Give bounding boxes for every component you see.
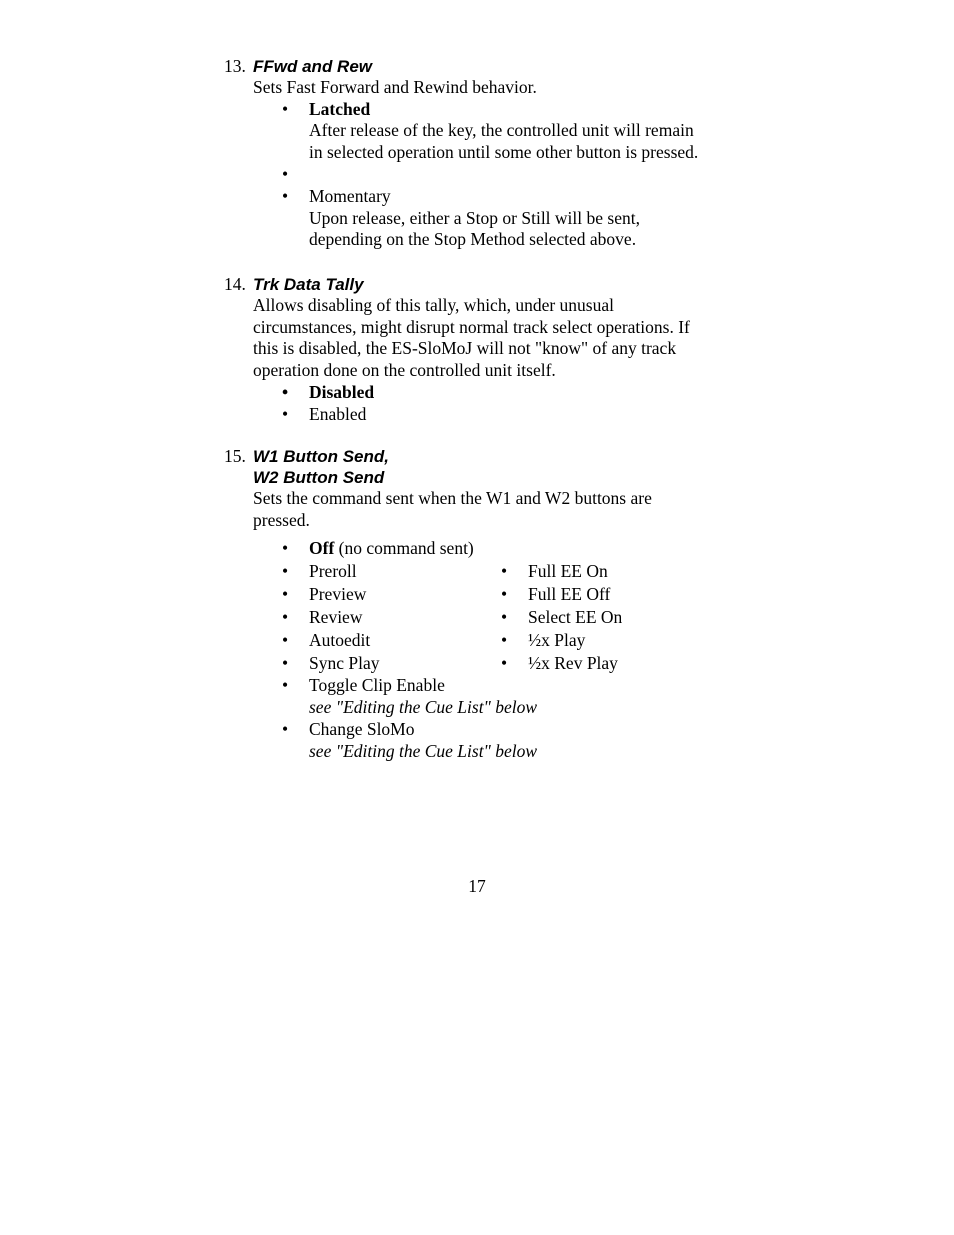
option-select-ee-on: • Select EE On bbox=[528, 606, 728, 629]
option-list bbox=[253, 382, 744, 425]
section-w-button-send bbox=[224, 446, 744, 762]
option-list bbox=[253, 99, 744, 251]
item-line: circumstances, might disrupt normal track select operations. If bbox=[253, 316, 690, 337]
option-text: Upon release, either a Stop or Still will be sent, bbox=[309, 207, 640, 228]
option-full-ee-off: • Full EE Off bbox=[528, 583, 728, 606]
option-text: After release of the key, the controlled unit will remain bbox=[309, 120, 694, 141]
option-label: • Change SloMo bbox=[309, 718, 415, 739]
option-text: in selected operation until some other button is pressed. bbox=[309, 142, 699, 163]
command-grid bbox=[309, 560, 744, 675]
item-title: Trk Data Tally bbox=[253, 275, 364, 294]
option-list bbox=[253, 675, 744, 762]
option-half-play: • ½x Play bbox=[528, 629, 728, 652]
option-label: • Latched bbox=[309, 98, 371, 119]
section-ffwd-rew bbox=[224, 56, 744, 251]
item-description: pressed. bbox=[253, 509, 310, 530]
option-toggle-clip-enable bbox=[309, 675, 744, 718]
item-description: Sets Fast Forward and Rewind behavior. bbox=[253, 77, 537, 97]
option-note: see "Editing the Cue List" below bbox=[309, 697, 538, 718]
option-note: (no command sent) bbox=[334, 538, 474, 559]
option-latched bbox=[309, 99, 744, 164]
option-sync-play: • Sync Play bbox=[309, 652, 528, 675]
page-number: 17 bbox=[468, 876, 486, 896]
item-line: this is disabled, the ES-SloMoJ will not "know" of any track bbox=[253, 338, 677, 359]
option-full-ee-on: • Full EE On bbox=[528, 560, 728, 583]
option-half-rev-play: • ½x Rev Play bbox=[528, 652, 728, 675]
item-line: operation done on the controlled unit itself. bbox=[253, 360, 556, 381]
option-autoedit: • Autoedit bbox=[309, 629, 528, 652]
option-change-slomo bbox=[309, 719, 744, 762]
option-preview: • Preview bbox=[309, 583, 528, 606]
option-text: depending on the Stop Method selected above. bbox=[309, 229, 637, 250]
option-label: • Toggle Clip Enable bbox=[309, 675, 445, 696]
option-off bbox=[309, 537, 744, 560]
option-note: see "Editing the Cue List" below bbox=[309, 740, 538, 761]
item-title: W1 Button Send, bbox=[253, 447, 389, 466]
item-title: FFwd and Rew bbox=[253, 57, 372, 76]
spacer bbox=[309, 164, 744, 186]
item-number: 15. bbox=[224, 446, 246, 466]
option-list bbox=[253, 537, 744, 560]
option-enabled: • Enabled bbox=[309, 404, 744, 426]
section-trk-data-tally bbox=[224, 274, 744, 425]
option-label: Off bbox=[309, 538, 335, 559]
option-review: • Review bbox=[309, 606, 528, 629]
option-preroll: • Preroll bbox=[309, 560, 528, 583]
item-description: Sets the command sent when the W1 and W2 buttons are bbox=[253, 488, 652, 508]
item-title: W2 Button Send bbox=[253, 468, 385, 487]
item-number: 14. bbox=[224, 274, 246, 294]
item-line: Allows disabling of this tally, which, under unusual bbox=[253, 295, 614, 315]
option-label: • Momentary bbox=[309, 185, 391, 206]
item-number: 13. bbox=[224, 56, 246, 76]
option-disabled: • Disabled bbox=[309, 382, 744, 404]
option-momentary bbox=[309, 186, 744, 251]
